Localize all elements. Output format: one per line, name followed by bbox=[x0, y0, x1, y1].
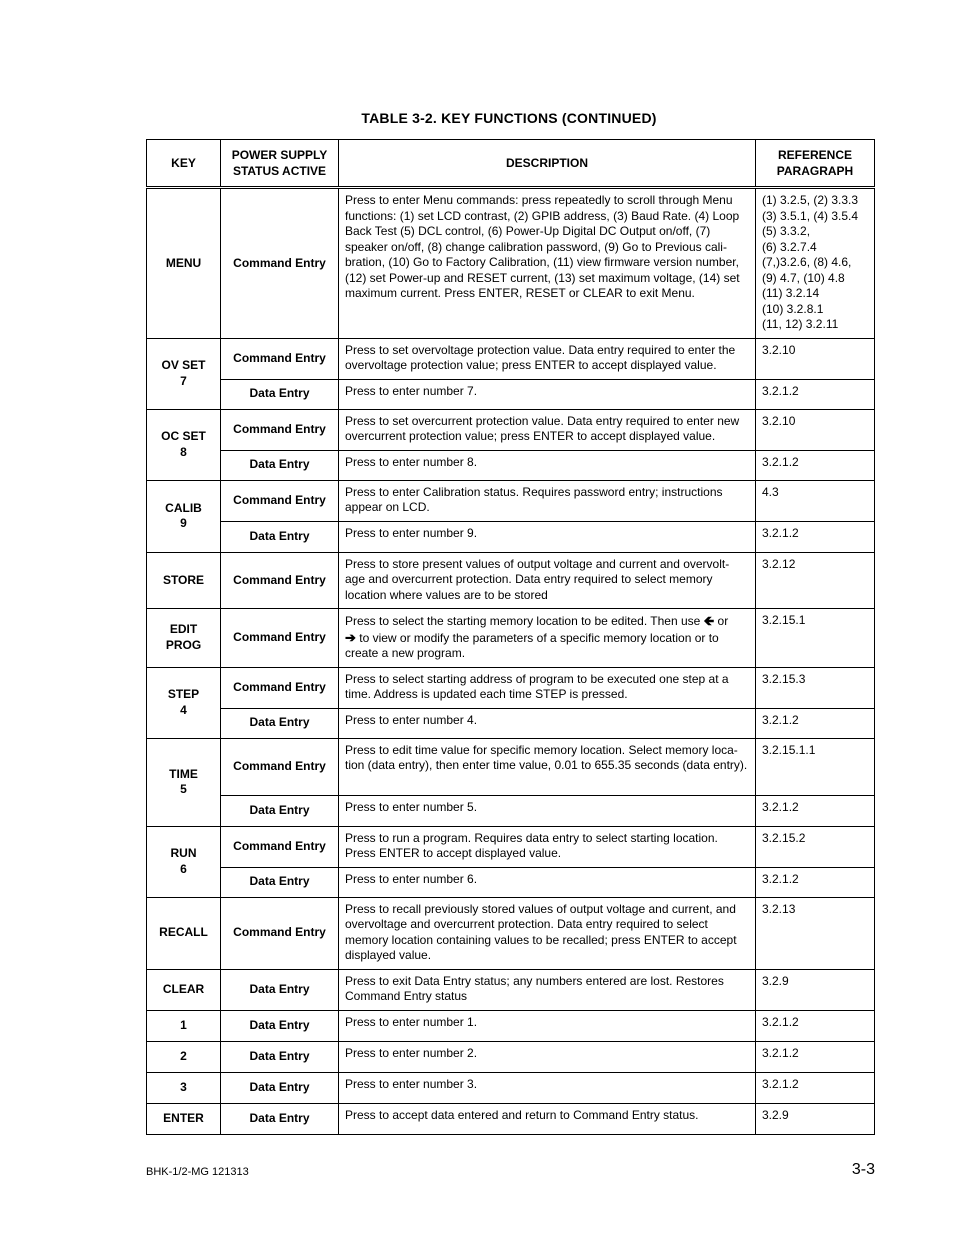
reference-cell: 3.2.10 bbox=[756, 409, 875, 450]
status-cell: Data Entry bbox=[221, 1103, 339, 1134]
desc-text: to view or modify the parameters of a specific memory location or to create a new program. bbox=[345, 630, 719, 660]
status-cell: Command Entry bbox=[221, 609, 339, 668]
description-cell: Press to accept data entered and return to Command Entry status. bbox=[339, 1103, 756, 1134]
desc-text: or bbox=[714, 614, 729, 628]
table-row bbox=[147, 552, 875, 609]
description-cell: Press to recall previously stored values of output voltage and current, and overvoltage and overcurrent protection. Data entry required to select memory location containing values to be recalled; press ENTER to accept displayed value. bbox=[339, 897, 756, 969]
status-cell: Data Entry bbox=[221, 795, 339, 826]
status-cell: Command Entry bbox=[221, 338, 339, 379]
description-cell: Press to enter number 5. bbox=[339, 795, 756, 826]
ref-line: (10) 3.2.8.1 bbox=[762, 301, 824, 316]
description-cell: Press to exit Data Entry status; any numbers entered are lost. Restores Command Entry status bbox=[339, 969, 756, 1010]
table-row bbox=[147, 1010, 875, 1041]
reference-cell: 3.2.10 bbox=[756, 338, 875, 379]
key-number: 6 bbox=[180, 861, 187, 876]
header-row bbox=[147, 140, 875, 188]
reference-cell: 3.2.15.2 bbox=[756, 826, 875, 867]
key-cell bbox=[147, 738, 221, 826]
reference-cell: 3.2.1.2 bbox=[756, 795, 875, 826]
key-number: 7 bbox=[180, 373, 187, 388]
status-cell: Data Entry bbox=[221, 1041, 339, 1072]
description-cell: Press to enter number 4. bbox=[339, 708, 756, 738]
key-name: CALIB bbox=[165, 500, 202, 515]
ref-line: (5) 3.3.2, bbox=[762, 224, 811, 238]
status-cell: Data Entry bbox=[221, 379, 339, 409]
key-cell: MENU bbox=[147, 188, 221, 339]
key-name: TIME bbox=[169, 766, 198, 781]
ref-line: (6) 3.2.7.4 bbox=[762, 239, 817, 254]
table-row bbox=[147, 521, 875, 552]
desc-text: Press to select the starting memory location to be edited. Then use bbox=[345, 614, 704, 628]
key-cell: 1 bbox=[147, 1010, 221, 1041]
table-row bbox=[147, 1072, 875, 1103]
ref-line: (9) 4.7, (10) 4.8 bbox=[762, 270, 845, 285]
reference-cell: 3.2.1.2 bbox=[756, 708, 875, 738]
ref-line: (3) 3.5.1, (4) 3.5.4 bbox=[762, 208, 859, 223]
page-number: 3-3 bbox=[851, 1161, 875, 1178]
table-row bbox=[147, 1041, 875, 1072]
status-cell: Data Entry bbox=[221, 1010, 339, 1041]
status-cell: Command Entry bbox=[221, 826, 339, 867]
status-cell: Command Entry bbox=[221, 409, 339, 450]
ref-line: (1) 3.2.5, (2) 3.3.3 bbox=[762, 193, 859, 207]
table-row bbox=[147, 738, 875, 795]
key-number: 4 bbox=[180, 702, 187, 717]
key-cell: 2 bbox=[147, 1041, 221, 1072]
header-status-line1: POWER SUPPLY bbox=[231, 148, 328, 162]
table-row bbox=[147, 609, 875, 668]
reference-cell: 3.2.1.2 bbox=[756, 1010, 875, 1041]
reference-cell: 4.3 bbox=[756, 480, 875, 521]
reference-cell: 3.2.15.1.1 bbox=[756, 738, 875, 795]
description-cell bbox=[339, 609, 756, 668]
reference-cell: 3.2.13 bbox=[756, 897, 875, 969]
status-cell: Command Entry bbox=[221, 188, 339, 339]
table-row bbox=[147, 795, 875, 826]
reference-cell: 3.2.9 bbox=[756, 1103, 875, 1134]
description-cell: Press to enter number 6. bbox=[339, 867, 756, 897]
key-cell: CLEAR bbox=[147, 969, 221, 1010]
description-cell: Press to enter number 1. bbox=[339, 1010, 756, 1041]
key-functions-table bbox=[146, 139, 875, 1135]
key-cell bbox=[147, 826, 221, 897]
reference-cell bbox=[756, 188, 875, 339]
status-cell: Command Entry bbox=[221, 897, 339, 969]
header-status-line2: STATUS ACTIVE bbox=[232, 164, 327, 178]
table-row bbox=[147, 969, 875, 1010]
reference-cell: 3.2.15.3 bbox=[756, 667, 875, 708]
header-ref-line2: PARAGRAPH bbox=[776, 164, 854, 178]
table-row bbox=[147, 338, 875, 379]
table-row bbox=[147, 867, 875, 897]
key-number: 5 bbox=[180, 782, 187, 796]
table-row bbox=[147, 188, 875, 339]
description-cell: Press to enter number 9. bbox=[339, 521, 756, 552]
table-row bbox=[147, 708, 875, 738]
description-cell: Press to select starting address of program to be executed one step at a time. Address is updated each time STEP is pressed. bbox=[339, 667, 756, 708]
header-description: DESCRIPTION bbox=[339, 140, 756, 188]
key-cell: 3 bbox=[147, 1072, 221, 1103]
status-cell: Data Entry bbox=[221, 867, 339, 897]
key-cell bbox=[147, 338, 221, 409]
status-cell: Command Entry bbox=[221, 480, 339, 521]
key-name: STEP bbox=[167, 687, 200, 701]
description-cell: Press to enter number 8. bbox=[339, 450, 756, 480]
status-cell: Data Entry bbox=[221, 969, 339, 1010]
reference-cell: 3.2.15.1 bbox=[756, 609, 875, 668]
header-reference bbox=[756, 140, 875, 188]
key-name: RUN bbox=[170, 846, 197, 860]
reference-cell: 3.2.1.2 bbox=[756, 867, 875, 897]
arrow-left-icon: 🡸 bbox=[703, 613, 715, 628]
key-cell bbox=[147, 480, 221, 552]
table-row bbox=[147, 667, 875, 708]
status-cell: Command Entry bbox=[221, 552, 339, 609]
description-cell: Press to run a program. Requires data entry to select starting location. Press ENTER to accept displayed value. bbox=[339, 826, 756, 867]
table-row bbox=[147, 409, 875, 450]
reference-cell: 3.2.9 bbox=[756, 969, 875, 1010]
reference-cell: 3.2.12 bbox=[756, 552, 875, 609]
header-status bbox=[221, 140, 339, 188]
status-cell: Data Entry bbox=[221, 450, 339, 480]
status-cell: Data Entry bbox=[221, 1072, 339, 1103]
key-cell bbox=[147, 409, 221, 480]
description-cell: Press to set overcurrent protection value. Data entry required to enter new overcurrent protection value; press ENTER to accept displayed value. bbox=[339, 409, 756, 450]
status-cell: Data Entry bbox=[221, 708, 339, 738]
description-cell: Press to enter number 3. bbox=[339, 1072, 756, 1103]
description-cell: Press to enter Menu commands: press repeatedly to scroll through Menu functions: (1) set LCD contrast, (2) GPIB address, (3) Baud Rate. (4) Loop Back Test (5) DCL control, (6) Power-Up Digital DC Output on/off, (7) speaker on/off, (8) change calibration password, (9) Go to Previous cali-bration, (10) Go to Factory Calibration, (11) view firmware version number, (12) set Power-up and RESET current, (13) set maximum voltage, (14) set maximum current. Press ENTER, RESET or CLEAR to exit Menu. bbox=[339, 188, 756, 339]
ref-line: (11) 3.2.14 bbox=[762, 286, 820, 300]
key-cell bbox=[147, 609, 221, 668]
ref-line: (11, 12) 3.2.11 bbox=[762, 317, 839, 331]
key-cell: STORE bbox=[147, 552, 221, 609]
key-cell: ENTER bbox=[147, 1103, 221, 1134]
key-name: OC SET bbox=[161, 429, 206, 443]
table-row bbox=[147, 826, 875, 867]
status-cell: Command Entry bbox=[221, 667, 339, 708]
table-title: TABLE 3-2. KEY FUNCTIONS (CONTINUED) bbox=[361, 110, 657, 126]
table-row bbox=[147, 1103, 875, 1134]
reference-cell: 3.2.1.2 bbox=[756, 1072, 875, 1103]
ref-line: (7,)3.2.6, (8) 4.6, bbox=[762, 255, 852, 269]
table-row bbox=[147, 450, 875, 480]
header-ref-line1: REFERENCE bbox=[777, 148, 852, 162]
description-cell: Press to edit time value for specific memory location. Select memory loca-tion (data entry), then enter time value, 0.01 to 655.35 seconds (data entry). bbox=[339, 738, 756, 795]
reference-cell: 3.2.1.2 bbox=[756, 450, 875, 480]
arrow-right-icon: ➔ bbox=[345, 629, 356, 645]
description-cell: Press to store present values of output voltage and current and overvolt-age and overcurrent protection. Data entry required to select memory location where values are to be stored bbox=[339, 552, 756, 609]
reference-cell: 3.2.1.2 bbox=[756, 379, 875, 409]
description-cell: Press to enter number 2. bbox=[339, 1041, 756, 1072]
document-id: BHK-1/2-MG 121313 bbox=[146, 1166, 249, 1178]
table-row bbox=[147, 379, 875, 409]
header-key: KEY bbox=[147, 140, 221, 188]
key-name-2: PROG bbox=[165, 637, 202, 652]
table-row bbox=[147, 897, 875, 969]
reference-cell: 3.2.1.2 bbox=[756, 521, 875, 552]
reference-cell: 3.2.1.2 bbox=[756, 1041, 875, 1072]
description-cell: Press to set overvoltage protection value. Data entry required to enter the overvoltage protection value; press ENTER to accept displayed value. bbox=[339, 338, 756, 379]
key-name: EDIT bbox=[169, 622, 198, 637]
description-cell: Press to enter Calibration status. Requires password entry; instructions appear on LCD. bbox=[339, 480, 756, 521]
status-cell: Data Entry bbox=[221, 521, 339, 552]
key-cell bbox=[147, 667, 221, 738]
key-cell: RECALL bbox=[147, 897, 221, 969]
key-number: 9 bbox=[180, 516, 187, 530]
description-cell: Press to enter number 7. bbox=[339, 379, 756, 409]
table-row bbox=[147, 480, 875, 521]
status-cell: Command Entry bbox=[221, 738, 339, 795]
key-number: 8 bbox=[180, 444, 187, 459]
key-name: OV SET bbox=[161, 358, 206, 372]
